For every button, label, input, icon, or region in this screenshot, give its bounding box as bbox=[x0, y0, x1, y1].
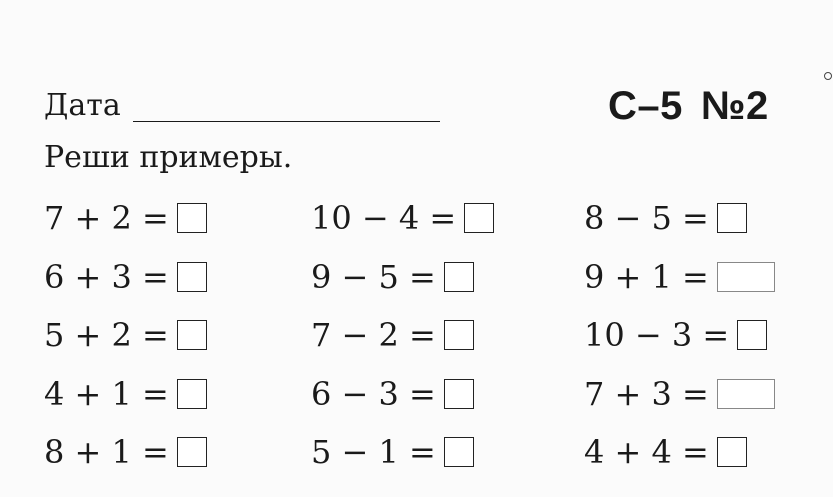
date-label: Дата bbox=[44, 88, 121, 123]
problem-row bbox=[44, 196, 207, 240]
answer-box[interactable] bbox=[177, 379, 207, 409]
answer-box[interactable] bbox=[444, 379, 474, 409]
answer-box[interactable] bbox=[464, 203, 494, 233]
problem-expression: 6 + 3 = bbox=[44, 257, 169, 296]
worksheet-code-series: С–5 bbox=[608, 84, 683, 128]
answer-box[interactable] bbox=[737, 320, 767, 350]
problem-row bbox=[584, 372, 775, 416]
problem-row bbox=[44, 313, 207, 357]
problem-expression: 7 − 2 = bbox=[311, 316, 436, 354]
answer-box[interactable] bbox=[177, 437, 207, 467]
problems-column-2 bbox=[311, 196, 494, 489]
problem-row bbox=[311, 196, 494, 240]
problem-row bbox=[584, 430, 775, 474]
answer-box[interactable] bbox=[717, 379, 775, 409]
answer-box[interactable] bbox=[177, 262, 207, 292]
instruction-text: Реши примеры. bbox=[44, 140, 293, 175]
edge-mark-icon bbox=[824, 72, 832, 80]
answer-box[interactable] bbox=[444, 320, 474, 350]
answer-box[interactable] bbox=[444, 437, 474, 467]
problem-expression: 10 − 4 = bbox=[311, 199, 457, 237]
problem-row bbox=[584, 196, 775, 240]
problem-expression: 9 − 5 = bbox=[311, 257, 436, 296]
problem-row bbox=[44, 430, 207, 474]
answer-box[interactable] bbox=[444, 262, 474, 292]
problem-expression: 9 + 1 = bbox=[584, 257, 709, 296]
problem-expression: 8 + 1 = bbox=[44, 433, 169, 471]
answer-box[interactable] bbox=[717, 203, 747, 233]
answer-box[interactable] bbox=[717, 262, 775, 292]
worksheet-code bbox=[608, 82, 769, 130]
problem-row bbox=[311, 255, 494, 299]
problem-row bbox=[584, 313, 775, 357]
problem-expression: 5 + 2 = bbox=[44, 316, 169, 354]
problem-expression: 10 − 3 = bbox=[584, 316, 730, 354]
problem-row bbox=[44, 255, 207, 299]
problem-expression: 8 − 5 = bbox=[584, 199, 709, 237]
problem-expression: 7 + 2 = bbox=[44, 199, 169, 237]
problem-row bbox=[44, 372, 207, 416]
answer-box[interactable] bbox=[177, 203, 207, 233]
date-blank-line bbox=[133, 121, 440, 122]
problem-expression: 5 − 1 = bbox=[311, 433, 436, 471]
worksheet-code-number: №2 bbox=[700, 84, 769, 128]
problem-row bbox=[311, 372, 494, 416]
problem-expression: 6 − 3 = bbox=[311, 374, 436, 413]
problem-expression: 7 + 3 = bbox=[584, 374, 709, 413]
problems-column-3 bbox=[584, 196, 775, 489]
answer-box[interactable] bbox=[717, 437, 747, 467]
problems-column-1 bbox=[44, 196, 207, 489]
problem-expression: 4 + 1 = bbox=[44, 374, 169, 413]
problem-row bbox=[311, 313, 494, 357]
problem-row bbox=[584, 255, 775, 299]
answer-box[interactable] bbox=[177, 320, 207, 350]
problem-row bbox=[311, 430, 494, 474]
problem-expression: 4 + 4 = bbox=[584, 433, 709, 471]
